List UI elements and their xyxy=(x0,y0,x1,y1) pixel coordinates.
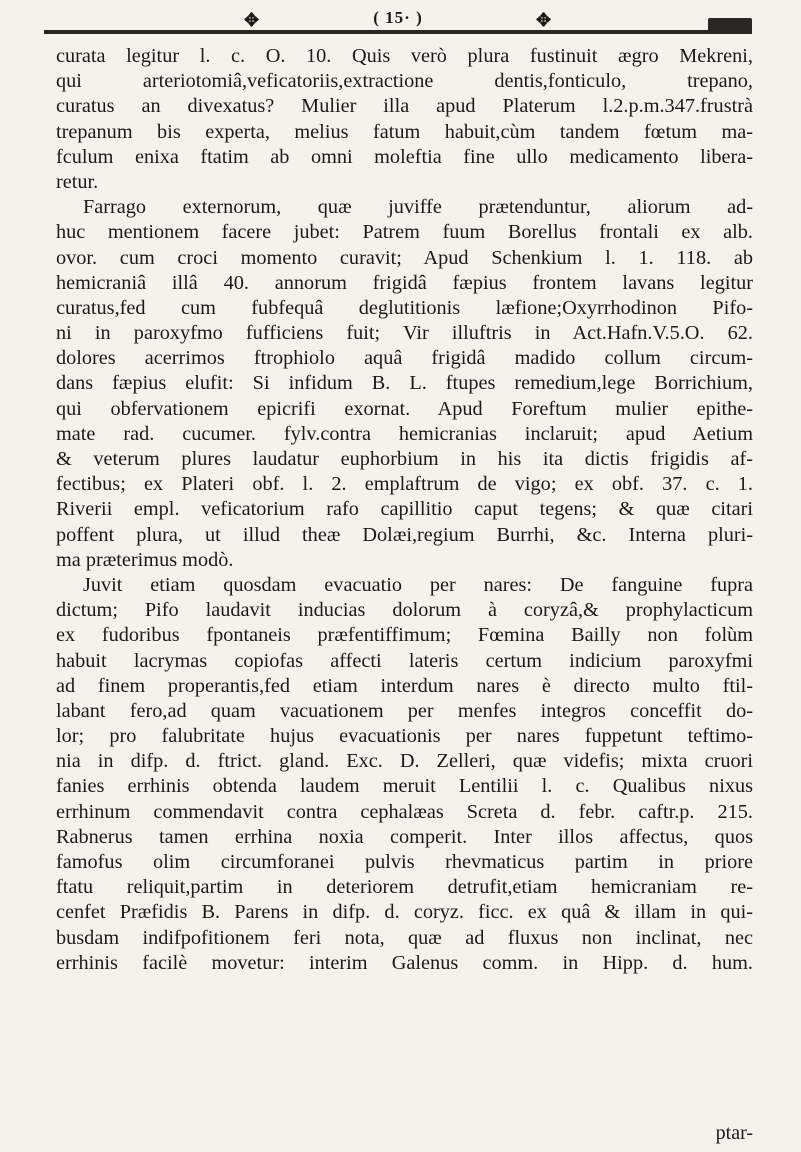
fleuron-left-icon: ✥ xyxy=(244,10,260,30)
text-line: cenfet Præfidis B. Parens in difp. d. coryz. ficc. ex quâ & illam in qui- xyxy=(56,901,753,924)
text-line: fectibus; ex Plateri obf. l. 2. emplaftrum de vigo; ex obf. 37. c. 1. xyxy=(56,473,753,496)
text-line: & veterum plures laudatur euphorbium in his ita dictis frigidis af- xyxy=(56,448,753,470)
text-line: Riverii empl. veficatorium rafo capillitio caput tegens; & quæ citari xyxy=(56,498,753,521)
text-line: ma præterimus modò. xyxy=(56,548,234,571)
text-line: dans fæpius elufit: Si infidum B. L. ftupes remedium,lege Borrichium, xyxy=(56,372,753,395)
text-line: Juvit etiam quosdam evacuatio per nares: De fanguine fupra xyxy=(83,573,753,596)
page-number-text: ( 15· ) xyxy=(365,8,431,27)
text-line: curatus an divexatus? Mulier illa apud Platerum l.2.p.m.347.frustrà xyxy=(56,95,753,118)
page-number xyxy=(44,8,752,28)
text-line: Rabnerus tamen errhina noxia comperit. Inter illos affectus, quos xyxy=(56,825,753,848)
text-line: trepanum bis experta, melius fatum habuit,cùm tandem fœtum ma- xyxy=(56,120,753,143)
text-line: poffent plura, ut illud theæ Dolæi,regium Burrhi, &c. Interna pluri- xyxy=(56,523,753,546)
text-line: dictum; Pifo laudavit inducias dolorum à coryzâ,& prophylacticum xyxy=(56,599,753,622)
text-line: ovor. cum croci momento curavit; Apud Schenkium l. 1. 118. ab xyxy=(56,246,753,269)
text-line: ftatu reliquit,partim in deteriorem detrufit,etiam hemicraniam re- xyxy=(56,876,753,899)
text-line: retur. xyxy=(56,170,99,193)
text-line: errhinis facilè movetur: interim Galenus comm. in Hipp. d. hum. xyxy=(56,951,753,974)
text-line: errhinum commendavit contra cephalæas Screta d. febr. caftr.p. 215. xyxy=(56,800,753,823)
text-line: ni in paroxyfmo fufficiens fuit; Vir illuftris in Act.Hafn.V.5.O. 62. xyxy=(56,322,753,345)
text-line: ex fudoribus fpontaneis præfentiffimum; Fœmina Bailly non folùm xyxy=(56,624,753,647)
text-line: mate rad. cucumer. fylv.contra hemicranias inclaruit; apud Aetium xyxy=(56,422,753,445)
text-line: Farrago externorum, quæ juviffe prætenduntur, aliorum ad- xyxy=(83,196,753,219)
text-line: busdam indifpofitionem feri nota, quæ ad fluxus non inclinat, nec xyxy=(56,926,753,949)
text-line: ad finem properantis,fed etiam interdum nares è directo multo ftil- xyxy=(56,674,753,697)
text-line: nia in difp. d. ftrict. gland. Exc. D. Zelleri, quæ videfis; mixta cruori xyxy=(56,750,753,773)
text-line: curata legitur l. c. O. 10. Quis verò plura fustinuit ægro Mekreni, xyxy=(56,45,753,67)
catchword: ptar- xyxy=(715,1122,753,1144)
text-line: fculum enixa ftatim ab omni moleftia fine ullo medicamento libera- xyxy=(56,145,753,168)
text-line: lor; pro falubritate hujus evacuationis per nares fuppetunt teftimo- xyxy=(56,725,753,748)
text-line: hemicraniâ illâ 40. annorum frigidâ fæpius frontem lavans legitur xyxy=(56,271,753,294)
text-line: dolores acerrimos ftrophiolo aquâ frigidâ madido collum circum- xyxy=(56,347,753,370)
text-line: labant fero,ad quam vacuationem per menfes integros conceffit do- xyxy=(56,699,753,722)
text-line: famofus olim circumforanei pulvis rhevmaticus partim in priore xyxy=(56,851,753,873)
body-text xyxy=(56,44,753,976)
running-head xyxy=(44,6,752,36)
header-rule xyxy=(44,30,752,34)
text-line: qui arteriotomiâ,veficatoriis,extractione dentis,fonticulo, trepano, xyxy=(56,70,753,93)
corner-ornament xyxy=(708,18,752,32)
text-line: fanies errhinis obtenda laudem meruit Lentilii l. c. Qualibus nixus xyxy=(56,775,753,798)
text-line: qui obfervationem epicrifi exornat. Apud Foreftum mulier epithe- xyxy=(56,397,753,420)
text-line: huc mentionem facere jubet: Patrem fuum Borellus frontali ex alb. xyxy=(56,221,753,244)
text-line: habuit lacrymas copiofas affecti lateris certum indicium paroxyfmi xyxy=(56,649,753,672)
fleuron-right-icon: ✥ xyxy=(536,10,552,30)
text-line: curatus,fed cum fubfequâ deglutitionis læfione;Oxyrrhodinon Pifo- xyxy=(56,296,753,319)
